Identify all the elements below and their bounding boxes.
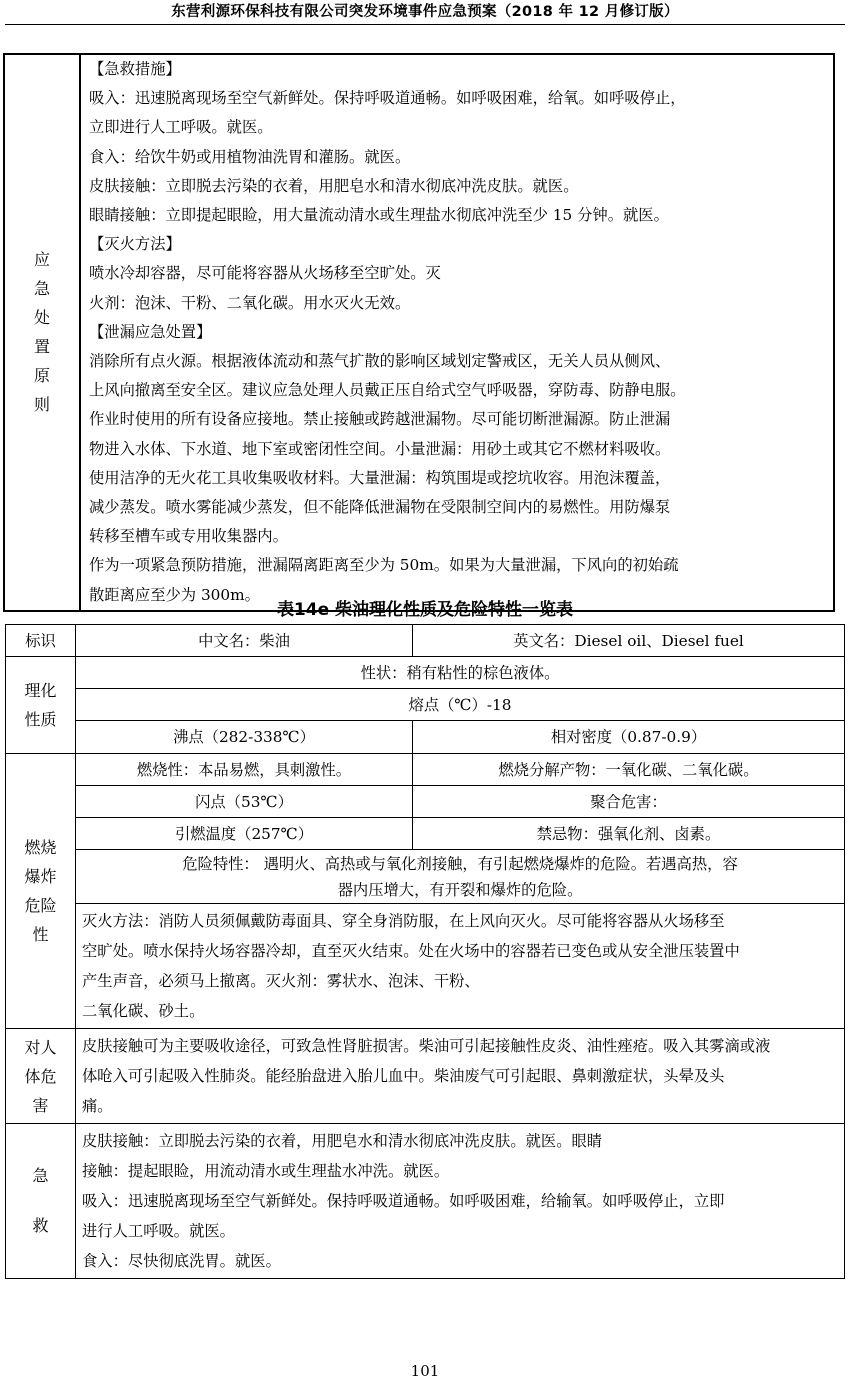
text-line: 消除所有点火源。根据液体流动和蒸气扩散的影响区域划定警戒区，无关人员从侧风、 bbox=[89, 352, 671, 371]
decomposition-products: 燃烧分解产物：一氧化碳、二氧化碳。 bbox=[413, 754, 845, 786]
aid-label: 急救 bbox=[32, 1166, 49, 1235]
text-line: 作业时使用的所有设备应接地。禁止接触或跨越泄漏物。尽可能切断泄漏源。防止泄漏 bbox=[89, 410, 671, 429]
text-line: 食入：尽快彻底洗胃。就医。 bbox=[82, 1252, 281, 1270]
phys-label: 理化性质 bbox=[24, 681, 57, 729]
table-title: 表14e 柴油理化性质及危险特性一览表 bbox=[276, 600, 574, 620]
emergency-principles-table bbox=[3, 53, 835, 612]
text-line: 火剂：泡沫、干粉、二氧化碳。用水灭火无效。 bbox=[89, 293, 411, 312]
hazard-characteristics bbox=[76, 850, 845, 904]
text-line: 减少蒸发。喷水雾能减少蒸发，但不能降低泄漏物在受限制空间内的易燃性。用防爆泵 bbox=[89, 498, 671, 517]
appearance: 性状：稍有粘性的棕色液体。 bbox=[76, 657, 845, 689]
document-header: 东营利源环保科技有限公司突发环境事件应急预案（2018 年 12 月修订版） bbox=[171, 4, 679, 20]
page-number: 101 bbox=[410, 1362, 440, 1380]
text-line: 立即进行人工呼吸。就医。 bbox=[89, 118, 273, 137]
text-line: 作为一项紧急预防措施，泄漏隔离距离至少为 50m。如果为大量泄漏，下风向的初始疏 bbox=[89, 556, 679, 575]
relative-density: 相对密度（0.87-0.9） bbox=[413, 721, 845, 754]
chinese-name: 中文名：柴油 bbox=[76, 625, 413, 657]
text-line: 食入：给饮牛奶或用植物油洗胃和灌肠。就医。 bbox=[89, 147, 411, 166]
text-line: 眼睛接触：立即提起眼睑，用大量流动清水或生理盐水彻底冲洗至少 15 分钟。就医。 bbox=[89, 206, 669, 225]
text-line: 二氧化碳、砂土。 bbox=[82, 1002, 205, 1020]
text-line: 上风向撤离至安全区。建议应急处理人员戴正压自给式空气呼吸器，穿防毒、防静电服。 bbox=[89, 381, 686, 400]
header-rule bbox=[5, 24, 845, 25]
text-line: 【急救措施】 bbox=[89, 60, 181, 78]
side-label: 应急处置原则 bbox=[33, 250, 50, 415]
boiling-point: 沸点（282-338℃） bbox=[76, 721, 413, 754]
text-line: 使用洁净的无火花工具收集吸收材料。大量泄漏：构筑围堤或挖坑收容。用泡沫覆盖， bbox=[89, 468, 671, 487]
id-label: 标识 bbox=[6, 625, 76, 657]
diesel-properties-table bbox=[5, 624, 845, 1279]
text-line: 【泄漏应急处置】 bbox=[89, 322, 212, 341]
flash-point: 闪点（53℃） bbox=[76, 786, 413, 818]
text-line: 产生声音，必须马上撤离。灭火剂：雾状水、泡沫、干粉、 bbox=[82, 972, 480, 990]
flammability: 燃烧性：本品易燃，具刺激性。 bbox=[76, 754, 413, 786]
side-label-cell bbox=[4, 54, 80, 611]
ignition-temperature: 引燃温度（257℃） bbox=[76, 818, 413, 850]
text-line: 物进入水体、下水道、地下室或密闭性空间。小量泄漏：用砂土或其它不燃材料吸收。 bbox=[89, 439, 671, 458]
text-line: 危险特性： 遇明火、高热或与氧化剂接触，有引起燃烧爆炸的危险。若遇高热，容 bbox=[182, 854, 738, 873]
text-line: 皮肤接触可为主要吸收途径，可致急性肾脏损害。柴油可引起接触性皮炎、油性痤疮。吸入其雾滴或液 bbox=[82, 1037, 771, 1055]
text-line: 吸入：迅速脱离现场至空气新鲜处。保持呼吸道通畅。如呼吸困难，给氧。如呼吸停止， bbox=[89, 89, 686, 108]
health-hazards bbox=[76, 1029, 845, 1124]
english-name: 英文名：Diesel oil、Diesel fuel bbox=[413, 625, 845, 657]
text-line: 空旷处。喷水保持火场容器冷却，直至灭火结束。处在火场中的容器若已变色或从安全泄压装置中 bbox=[82, 942, 740, 960]
text-line: 痛。 bbox=[82, 1097, 113, 1115]
hazard-label-cell bbox=[6, 754, 76, 1029]
text-line: 喷水冷却容器，尽可能将容器从火场移至空旷处。灭 bbox=[89, 264, 441, 283]
text-line: 接触：提起眼睑，用流动清水或生理盐水冲洗。就医。 bbox=[82, 1162, 450, 1180]
text-line: 皮肤接触：立即脱去污染的衣着，用肥皂水和清水彻底冲洗皮肤。就医。眼睛 bbox=[82, 1132, 603, 1150]
text-line: 散距离应至少为 300m。 bbox=[89, 585, 260, 604]
first-aid bbox=[76, 1124, 845, 1279]
incompatible-materials: 禁忌物：强氧化剂、卤素。 bbox=[413, 818, 845, 850]
text-line: 灭火方法：消防人员须佩戴防毒面具、穿全身消防服，在上风向灭火。尽可能将容器从火场移至 bbox=[82, 912, 725, 930]
fire-fighting-method bbox=[76, 904, 845, 1029]
text-line: 体呛入可引起吸入性肺炎。能经胎盘进入胎儿血中。柴油废气可引起眼、鼻刺激症状，头晕及头 bbox=[82, 1067, 725, 1085]
aid-label-cell bbox=[6, 1124, 76, 1279]
health-label: 对人体危害 bbox=[24, 1037, 57, 1115]
text-line: 器内压增大，有开裂和爆炸的危险。 bbox=[337, 880, 583, 899]
polymerization-hazard: 聚合危害： bbox=[413, 786, 845, 818]
hazard-label: 燃烧爆炸危险性 bbox=[24, 838, 57, 944]
principles-body bbox=[80, 54, 834, 611]
melting-point: 熔点（℃）-18 bbox=[76, 689, 845, 721]
phys-label-cell bbox=[6, 657, 76, 754]
text-line: 转移至槽车或专用收集器内。 bbox=[89, 527, 288, 546]
text-line: 进行人工呼吸。就医。 bbox=[82, 1222, 235, 1240]
text-line: 皮肤接触：立即脱去污染的衣着，用肥皂水和清水彻底冲洗皮肤。就医。 bbox=[89, 176, 579, 195]
text-line: 【灭火方法】 bbox=[89, 235, 181, 254]
text-line: 吸入：迅速脱离现场至空气新鲜处。保持呼吸道通畅。如呼吸困难，给输氧。如呼吸停止，立即 bbox=[82, 1192, 725, 1210]
health-label-cell bbox=[6, 1029, 76, 1124]
